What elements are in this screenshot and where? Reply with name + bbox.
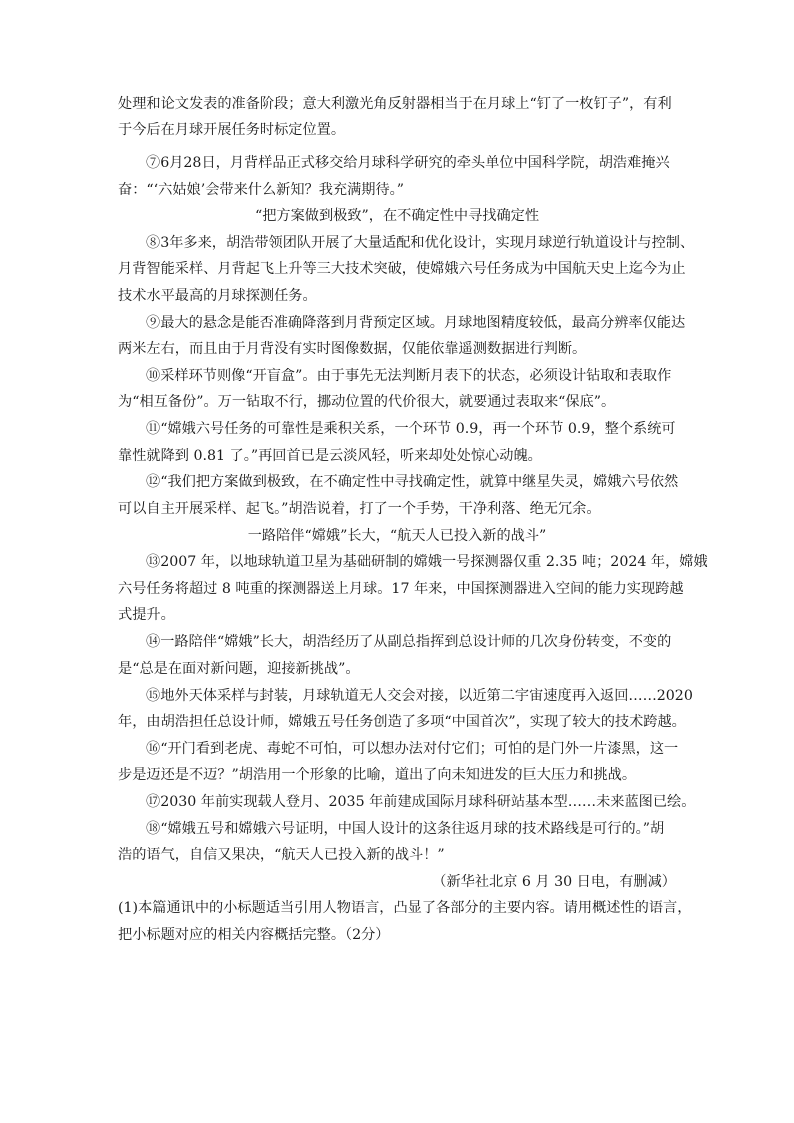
paragraph-line: 月背智能采样、月背起飞上升等三大技术突破，使嫦娥六号任务成为中国航天史上迄今为止 — [118, 261, 686, 277]
paragraph-line: ⑯“开门看到老虎、毒蛇不可怕，可以想办法对付它们；可怕的是门外一片漆黑，这一 — [146, 741, 679, 757]
paragraph-line: ⑰2030 年前实现载人登月、2035 年前建成国际月球科研站基本型……未来蓝图已绘。 — [146, 794, 696, 810]
paragraph-line: 于今后在月球开展任务时标定位置。 — [118, 122, 346, 138]
source-attribution: （新华社北京 6 月 30 日电，有删减） — [432, 874, 676, 890]
paragraph-line: 步是迈还是不迈？”胡浩用一个形象的比喻，道出了向未知进发的巨大压力和挑战。 — [118, 767, 637, 783]
paragraph-line: ⑫“我们把方案做到极致，在不确定性中寻找确定性，就算中继星失灵，嫦娥六号依然 — [146, 474, 679, 490]
question-line: (1)本篇通讯中的小标题适当引用人物语言，凸显了各部分的主要内容。请用概述性的语言， — [118, 900, 692, 916]
section-subheading: “把方案做到极致”，在不确定性中寻找确定性 — [254, 208, 540, 224]
paragraph-line: 年，由胡浩担任总设计师，嫦娥五号任务创造了多项“中国首次”，实现了较大的技术跨越。 — [118, 714, 686, 730]
paragraph-line: ⑮地外天体采样与封装，月球轨道无人交会对接，以近第二宇宙速度再入返回……2020 — [146, 688, 693, 704]
paragraph-line: ⑦6月28日，月背样品正式移交给月球科学研究的牵头单位中国科学院，胡浩难掩兴 — [146, 155, 670, 171]
paragraph-line: 为“相互备份”。万一钻取不行，挪动位置的代价很大，就要通过表取来“保底”。 — [118, 394, 616, 410]
paragraph-line: ⑧3年多来，胡浩带领团队开展了大量适配和优化设计，实现月球逆行轨道设计与控制、 — [146, 235, 695, 251]
paragraph-line: 技术水平最高的月球探测任务。 — [118, 288, 317, 304]
section-subheading: 一路陪伴“嫦娥”长大，“航天人已投入新的战斗” — [247, 528, 547, 544]
paragraph-line: 是“总是在面对新问题，迎接新挑战”。 — [118, 661, 360, 677]
paragraph-line: 靠性就降到 0.81 了。”再回首已是云淡风轻，听来却处处惊心动魄。 — [118, 448, 542, 464]
paragraph-line: 处理和论文发表的准备阶段；意大利激光角反射器相当于在月球上“钉了一枚钉子”，有利 — [118, 96, 672, 112]
paragraph-line: ⑨最大的悬念是能否准确降落到月背预定区域。月球地图精度较低，最高分辨率仅能达 — [146, 315, 686, 331]
paragraph-line: ⑪“嫦娥六号任务的可靠性是乘积关系，一个环节 0.9，再一个环节 0.9，整个系统可 — [146, 421, 676, 437]
paragraph-line: 六号任务将超过 8 吨重的探测器送上月球。17 年来，中国探测器进入空间的能力实现跨越 — [118, 581, 684, 597]
paragraph-line: 可以自主开展采样、起飞。”胡浩说着，打了一个手势，干净利落、绝无冗余。 — [118, 501, 601, 517]
paragraph-line: 式提升。 — [118, 607, 175, 623]
paragraph-line: 两米左右，而且由于月背没有实时图像数据，仅能依靠遥测数据进行判断。 — [118, 341, 587, 357]
paragraph-line: ⑱“嫦娥五号和嫦娥六号证明，中国人设计的这条往返月球的技术路线是可行的。”胡 — [146, 821, 665, 837]
paragraph-line: ⑩采样环节则像“开盲盒”。由于事先无法判断月表下的状态，必须设计钻取和表取作 — [146, 368, 672, 384]
paragraph-line: 浩的语气，自信又果决，“航天人已投入新的战斗！” — [118, 847, 445, 863]
paragraph-line: 奋：“‘六姑娘’会带来什么新知？我充满期待。” — [118, 182, 404, 198]
question-line: 把小标题对应的相关内容概括完整。（2分） — [118, 927, 390, 943]
paragraph-line: ⑬2007 年，以地球轨道卫星为基础研制的嫦娥一号探测器仅重 2.35 吨；2024 年，嫦娥 — [146, 554, 708, 570]
paragraph-line: ⑭一路陪伴“嫦娥”长大，胡浩经历了从副总指挥到总设计师的几次身份转变，不变的 — [146, 634, 672, 650]
